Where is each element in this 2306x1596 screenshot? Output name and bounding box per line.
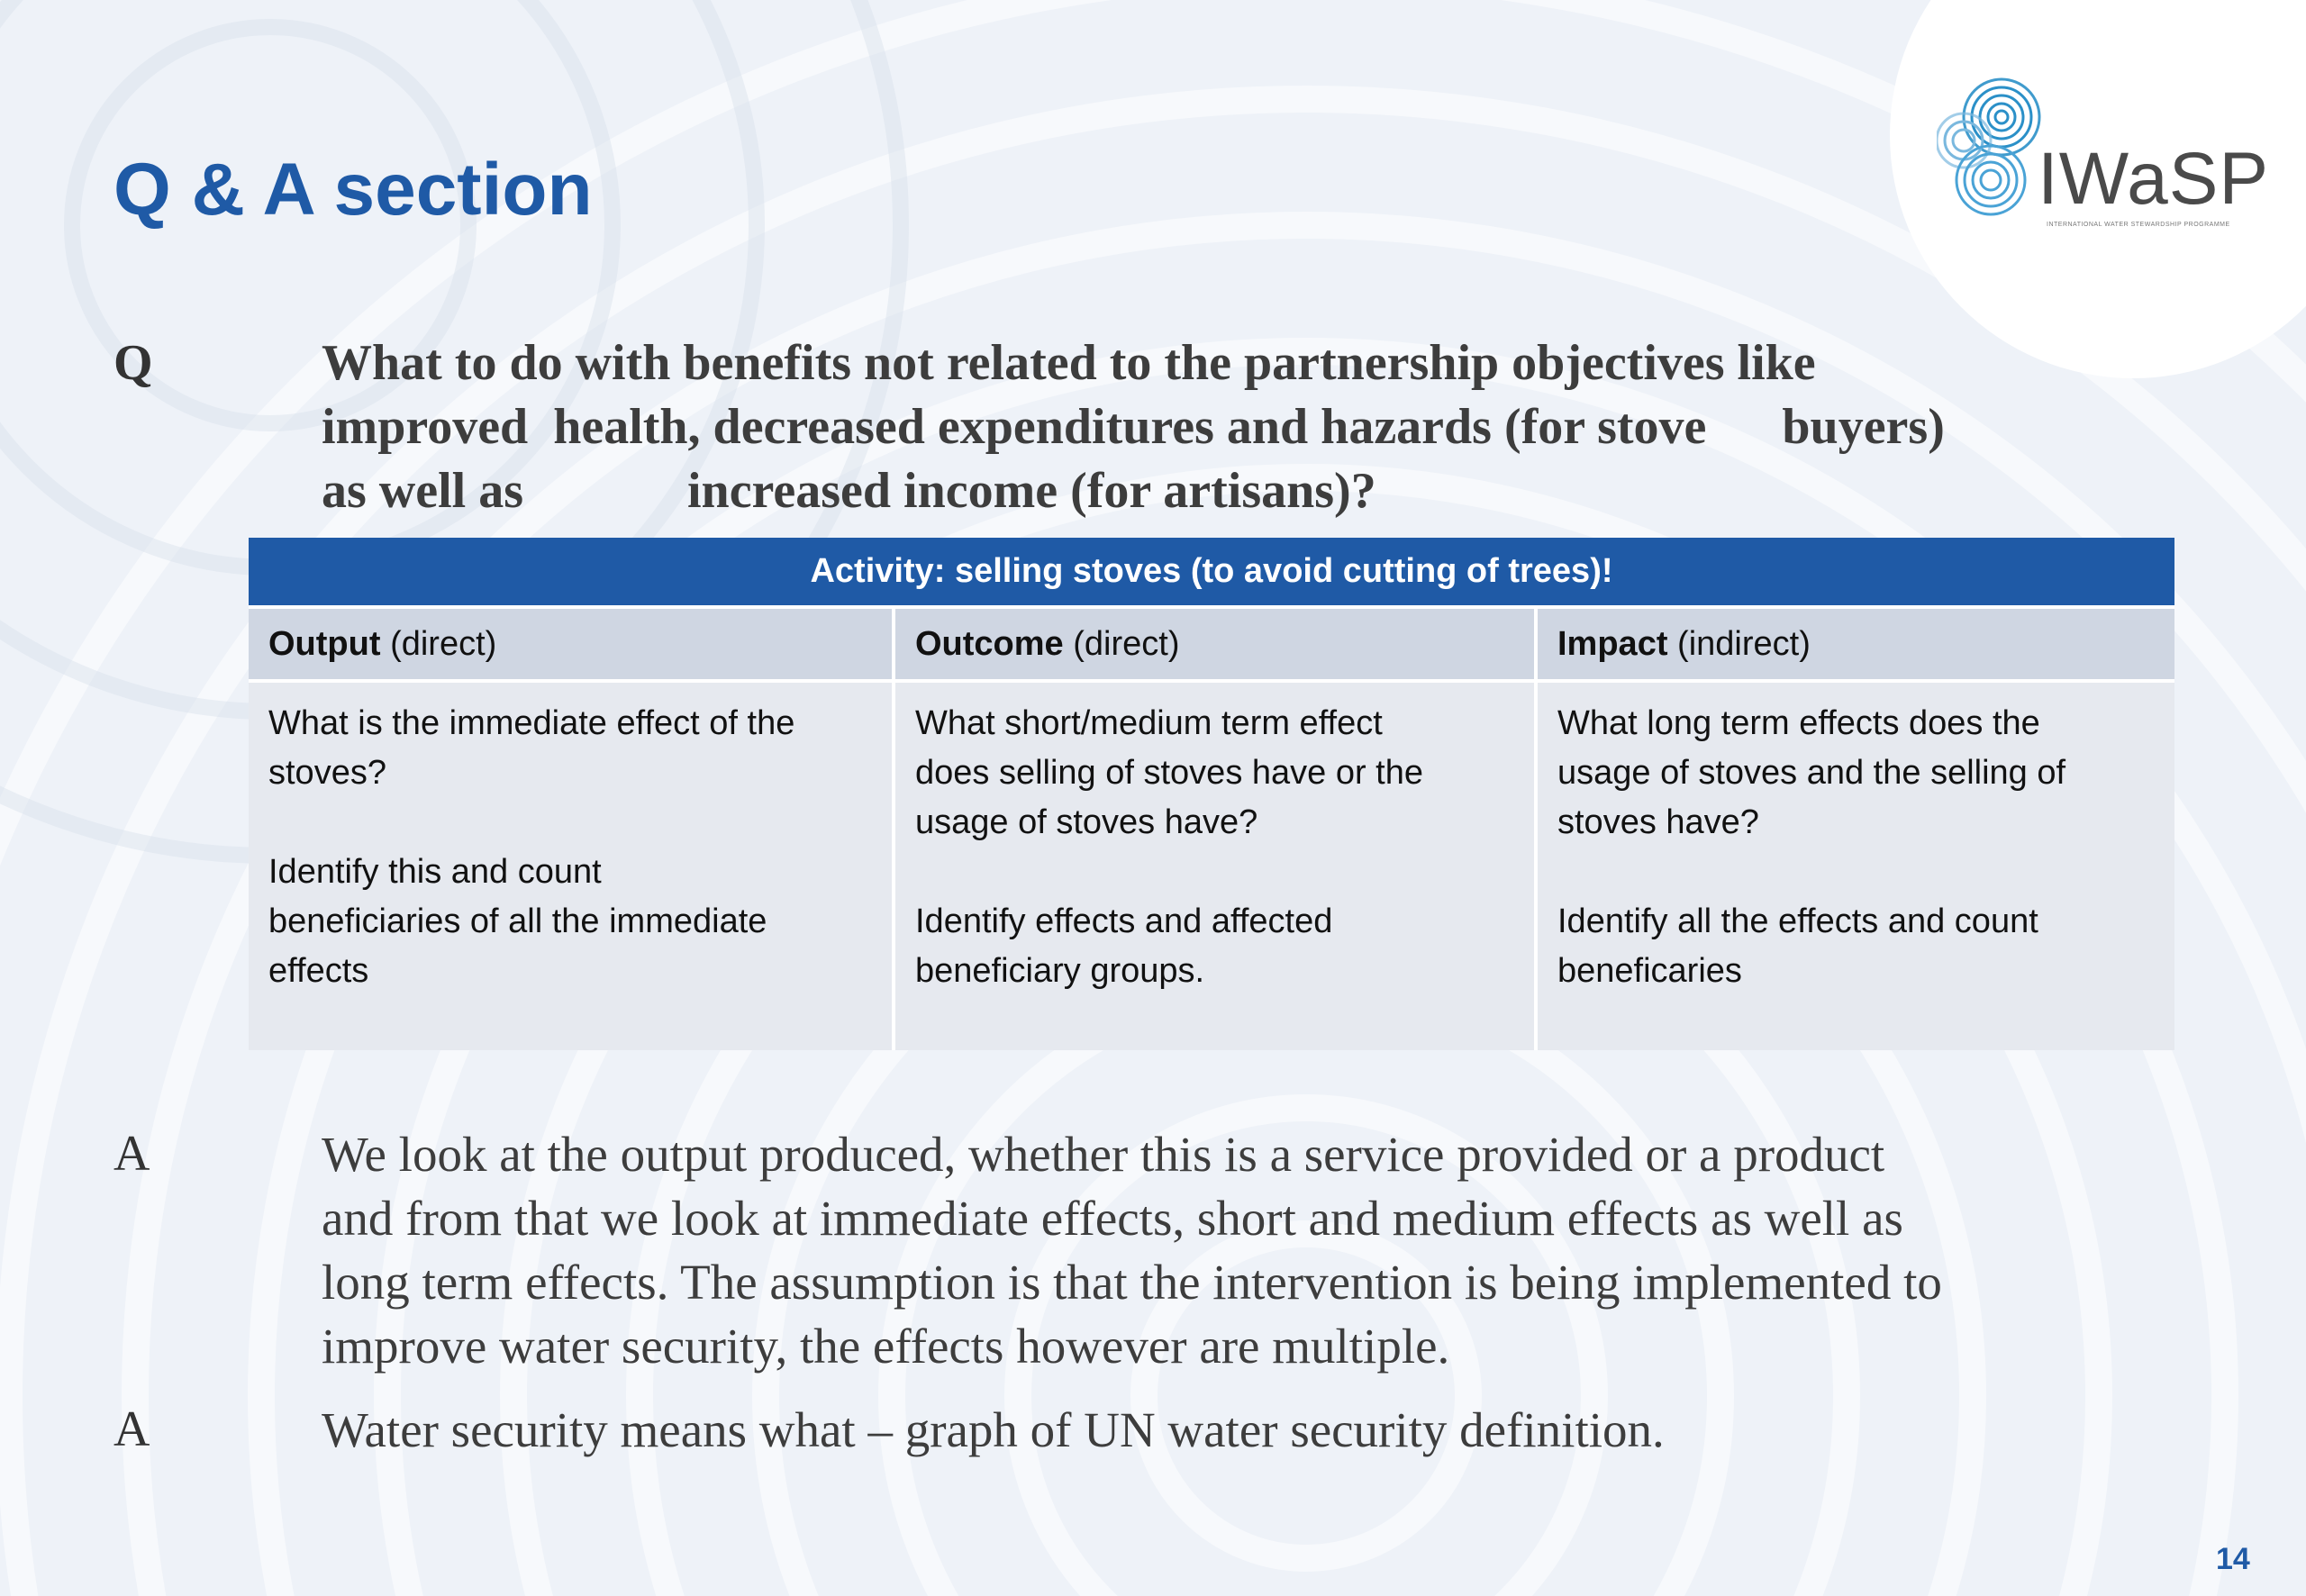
cell-paragraph: What is the immediate effect of the stoves? — [268, 704, 795, 792]
cell-paragraph: What long term effects does the usage of stoves and the selling of stoves have? — [1557, 704, 2066, 841]
column-label-rest: (indirect) — [1667, 625, 1811, 663]
column-header-output — [249, 609, 892, 679]
table-header: Activity: selling stoves (to avoid cutting of trees)! — [249, 538, 2174, 609]
activity-table — [249, 538, 2174, 1050]
question-text — [322, 331, 2195, 523]
column-label-rest: (direct) — [380, 625, 497, 663]
answer-line: and from that we look at immediate effects, short and medium effects as well as — [322, 1191, 1903, 1246]
question-marker: Q — [113, 335, 153, 391]
answer-marker: A — [113, 1126, 150, 1182]
table-column-headers — [249, 609, 2174, 683]
column-label-bold: Output — [268, 625, 381, 663]
answer-line: improve water security, the effects however are multiple. — [322, 1319, 1450, 1374]
answer-text — [322, 1398, 2195, 1462]
question-line: improved health, decreased expenditures and hazards (for stove buyers) — [322, 399, 1945, 455]
answer-line: We look at the output produced, whether this is a service provided or a product — [322, 1127, 1885, 1182]
column-header-impact — [1534, 609, 2174, 679]
table-cell-impact — [1534, 683, 2174, 1050]
answer-line: long term effects. The assumption is that the intervention is being implemented to — [322, 1255, 1942, 1310]
answer-text — [322, 1122, 2195, 1378]
column-header-outcome — [892, 609, 1534, 679]
question-line: What to do with benefits not related to the partnership objectives like — [322, 335, 1816, 391]
answer-line: Water security means what – graph of UN water security definition. — [322, 1402, 1665, 1457]
table-cell-outcome — [892, 683, 1534, 1050]
column-label-bold: Outcome — [915, 625, 1064, 663]
question-line: as well as increased income (for artisans)? — [322, 463, 1376, 519]
slide-title: Q & A section — [113, 149, 593, 231]
cell-paragraph: What short/medium term effect does selling of stoves have or the usage of stoves have? — [915, 704, 1424, 841]
page-number: 14 — [2216, 1542, 2250, 1576]
answer-marker: A — [113, 1401, 150, 1457]
cell-paragraph: Identify all the effects and count beneficaries — [1557, 902, 2038, 990]
logo-subtitle: INTERNATIONAL WATER STEWARDSHIP PROGRAMME — [2047, 222, 2230, 228]
logo-wordmark: IWaSP — [2038, 138, 2270, 220]
cell-paragraph: Identify this and count beneficiaries of all the immediate effects — [268, 853, 767, 990]
cell-paragraph: Identify effects and affected beneficiary groups. — [915, 902, 1333, 990]
table-body-row — [249, 683, 2174, 1050]
table-cell-output — [249, 683, 892, 1050]
column-label-bold: Impact — [1557, 625, 1668, 663]
column-label-rest: (direct) — [1063, 625, 1180, 663]
